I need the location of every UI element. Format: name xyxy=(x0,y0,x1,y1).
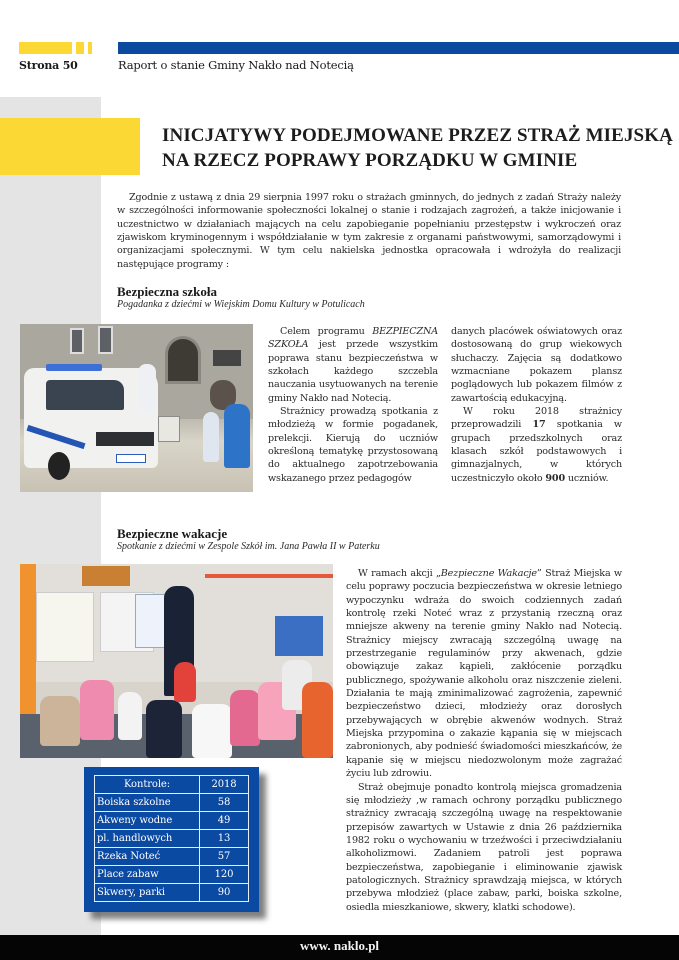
paragraph: Straż obejmuje ponadto kontrolą miejsca gromadzenia się młodzieży ,w ramach ochrony porządku publicznego strażnicy zwracają szczególną uwagę na respektowanie przepisów zawartych w Ustawie z dnia 26 października 1982 roku o wychowaniu w trzeźwości i przeciwdziałaniu alkoholizmowi. Zadaniem patroli jest poprawa bezpieczeństwa, zapobieganie i eliminowanie zjawisk patologicznych. Strażnicy sprawdzają miejsca, w których przebywa młodzież (place zabaw, parki, boiska szkolne, osiedla mieszkaniowe, skwery, klatki schodowe). xyxy=(346,781,622,913)
table-header-row xyxy=(95,776,249,794)
students-count: 900 xyxy=(545,472,565,484)
header-blue-bar xyxy=(118,42,679,54)
intro-paragraph: Zgodnie z ustawą z dnia 29 sierpnia 1997 roku o strażach gminnych, do jednych z zadań Straży należy w szczególności informowanie społeczności lokalnej o stanie i rodzajach zagrożeń, a także inicjowanie i uczestnictwo w działaniach mających na celu zapobieganie popełnianiu przestępstw i wykroczeń oraz zjawiskom kryminogennym i współdziałanie w tym zakresie z organami państwowymi, samorządowymi i organizacjami społecznymi. W tym celu nakielska jednostka opracowała i wdrożyła do realizacji następujące programy : xyxy=(117,192,621,270)
controls-table-box xyxy=(84,767,259,912)
table-row xyxy=(95,812,249,830)
table-row xyxy=(95,866,249,884)
section-heading-bezpieczne-wakacje: Bezpieczne wakacje xyxy=(117,526,228,541)
row-value: 57 xyxy=(200,848,249,866)
header-accent-bar xyxy=(76,42,84,54)
paragraph: Celem programu BEZPIECZNA SZKOŁA jest przede wszystkim poprawa stanu bezpieczeństwa w szkołach każdego szczebla nauczania usytuowanych na terenie gminy Nakło nad Notecią. xyxy=(268,326,438,404)
photo-police-car xyxy=(20,324,253,492)
row-value: 58 xyxy=(200,794,249,812)
section1-column-1 xyxy=(268,325,438,485)
row-label: Skwery, parki xyxy=(95,884,200,902)
table-row xyxy=(95,830,249,848)
section-caption: Pogadanka z dziećmi w Wiejskim Domu Kultury w Potulicach xyxy=(117,299,365,310)
page-title-line: INICJATYWY PODEJMOWANE PRZEZ STRAŻ MIEJSKĄ xyxy=(162,125,673,146)
row-label: Akweny wodne xyxy=(95,812,200,830)
row-value: 49 xyxy=(200,812,249,830)
table-row xyxy=(95,848,249,866)
paragraph: danych placówek oświatowych oraz dostosowaną do grup wiekowych słuchaczy. Zajęcia są dodatkowo wzmacniane pokazem plansz poglądowych lub pokazem filmów z zawartością edukacyjną. xyxy=(451,326,622,404)
table-header-label: Kontrole: xyxy=(95,776,200,794)
table-row xyxy=(95,884,249,902)
section1-column-2 xyxy=(451,325,622,485)
section-heading-bezpieczna-szkola: Bezpieczna szkoła xyxy=(117,284,218,299)
row-value: 120 xyxy=(200,866,249,884)
row-label: pl. handlowych xyxy=(95,830,200,848)
photo-classroom xyxy=(20,564,333,758)
row-value: 13 xyxy=(200,830,249,848)
paragraph: W ramach akcji „Bezpieczne Wakacje” Straż Miejska w celu poprawy poczucia bezpieczeństwa w okresie letniego wypoczynku wdraża do swoich codziennych zadań kontrolę rzeki Noteć wraz z przystanią rzeczną oraz mniejsze akweny na terenie gminy Nakło nad Notecią. Strażnicy miejscy zwracają szczególną uwagę na przestrzeganie regulaminów przy akwenach, gdzie obowiązuje zakaz kąpieli, zakłócenie porządku publicznego, spożywanie alkoholu oraz niszczenie zieleni. Działania te mają zminimalizować zagrożenia, zapewnić bezpieczeństwo dzieci, młodzieży oraz dorosłych przebywających w obrębie akwenów wodnych. Straż Miejska przypomina o zakazie kąpania się w miejscach zabronionych, aby podnieść świadomości mieszkańców, że kąpanie się w miejscu niedozwolonym może zagrażać życiu lub zdrowiu. xyxy=(346,568,622,780)
table-header-year: 2018 xyxy=(200,776,249,794)
row-label: Boiska szkolne xyxy=(95,794,200,812)
row-value: 90 xyxy=(200,884,249,902)
header-accent-bar xyxy=(88,42,92,54)
meetings-count: 17 xyxy=(532,419,546,431)
page-title-line: NA RZECZ POPRAWY PORZĄDKU W GMINIE xyxy=(162,150,578,171)
page-number: Strona 50 xyxy=(19,59,78,72)
controls-table xyxy=(94,775,249,902)
row-label: Rzeka Noteć xyxy=(95,848,200,866)
section2-body xyxy=(346,567,622,914)
paragraph: Strażnicy prowadzą spotkania z młodzieżą w formie pogadanek, prelekcji. Kierują do uczniów określoną tematykę przystosowaną do aktualnego zapotrzebowania wskazanego przez pedagogów xyxy=(268,406,438,484)
table-row xyxy=(95,794,249,812)
row-label: Place zabaw xyxy=(95,866,200,884)
header-accent-bar xyxy=(19,42,72,54)
page-title xyxy=(162,123,673,173)
report-title: Raport o stanie Gminy Nakło nad Notecią xyxy=(118,58,354,72)
title-accent-block xyxy=(0,118,140,175)
footer-website-link[interactable]: www. naklo.pl xyxy=(299,938,380,953)
section-caption: Spotkanie z dziećmi w Zespole Szkół im. Jana Pawła II w Paterku xyxy=(117,541,380,552)
paragraph: W roku 2018 strażnicy przeprowadzili 17 spotkania w grupach przedszkolnych oraz klasach szkół podstawowych i gimnazjalnych, w których uczestniczyło około 900 uczniów. xyxy=(451,406,622,484)
